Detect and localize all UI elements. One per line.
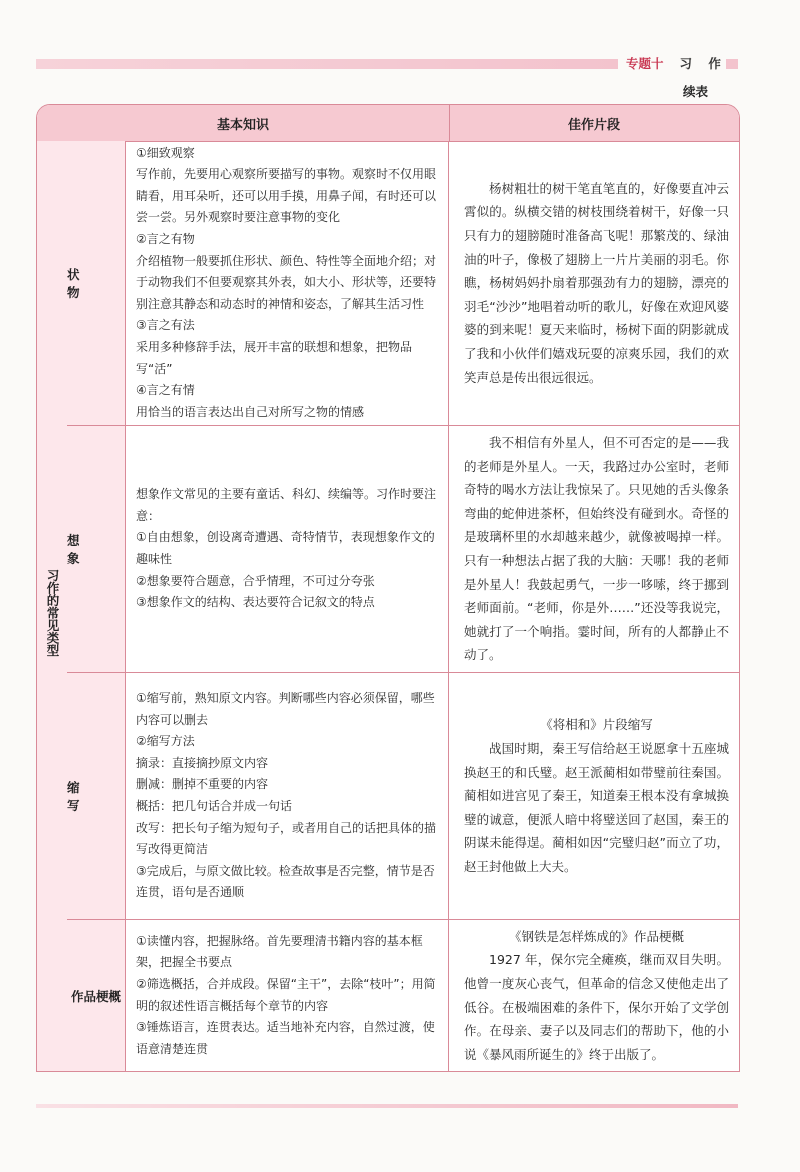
knowledge-line: 写作前，先要用心观察所要描写的事物。观察时不仅用眼睛看，用耳朵听，还可以用手摸，用鼻子闻，有时还可以尝一尝。另外观察时要注意事物的变化: [136, 167, 437, 225]
knowledge-line: 想象作文常见的主要有童话、科幻、续编等。习作时要注意：: [136, 487, 437, 523]
knowledge-line: ③锤炼语言，连贯表达。适当地补充内容，自然过渡，使语意清楚连贯: [136, 1020, 435, 1056]
knowledge-line: ③完成后，与原文做比较。检查故事是否完整，情节是否连贯，语句是否通顺: [136, 863, 435, 900]
writing-types-table: [36, 104, 740, 1072]
continued-label: 续表: [683, 84, 709, 99]
type-label: 想 象: [67, 426, 126, 672]
example-cell: [450, 426, 739, 672]
knowledge-line: 删减：删掉不重要的内容: [136, 777, 269, 792]
section-title: 习 作: [679, 56, 727, 71]
type-label: 状 物: [67, 141, 126, 425]
knowledge-line: ②筛选概括，合并成段。保留“主干”，去除“枝叶”；用简明的叙述性语言概括每个章节的内容: [136, 976, 436, 1013]
category-column: [37, 141, 68, 1071]
example-paragraph: 我不相信有外星人，但不可否定的是——我的老师是外星人。一天，我路过办公室时，老师奇特的喝水方法让我惊呆了。只见她的舌头像条弯曲的蛇伸进茶杯，但始终没有碰到水。奇怪的是玻璃杯里的水却越来越少，就像被喝掉一样。只有一种想法占据了我的大脑：天哪！我的老师是外星人！我鼓起勇气，一步一哆嗦，终于挪到老师面前。“老师，你是外……”还没等我说完，她就打了一个响指。霎时间，所有的人都静止不动了。: [464, 435, 729, 663]
header-band: [36, 59, 618, 69]
category-label: 习作的常见类型: [45, 569, 60, 657]
table-row: [67, 920, 739, 1071]
example-cell: [450, 141, 739, 425]
footer-band: [36, 1104, 738, 1108]
header-examples: 佳作片段: [567, 117, 620, 133]
knowledge-line: ②缩写方法: [136, 734, 195, 749]
knowledge-cell: [126, 920, 449, 1071]
table-row: [67, 673, 739, 920]
example-title: 《钢铁是怎样炼成的》作品梗概: [508, 928, 684, 944]
example-paragraph: 杨树粗壮的树干笔直笔直的，好像要直冲云霄似的。纵横交错的树枝围绕着树干，好像一只只有力的翅膀随时准备高飞呢！那繁茂的、绿油油的叶子，像极了翅膀上一片片美丽的羽毛。你瞧，杨树妈妈扑扇着那强劲有力的翅膀，漂亮的羽毛“沙沙”地唱着动听的歌儿，好像在欢迎风婆婆的到来呢！夏天来临时，杨树下面的阴影就成了我和小伙伴们嬉戏玩耍的凉爽乐园，我们的欢笑声总是传出很远很远。: [464, 180, 729, 385]
knowledge-line: ①读懂内容，把握脉络。首先要理清书籍内容的基本框架，把握全书要点: [136, 933, 423, 970]
table-row: [67, 426, 739, 673]
knowledge-line: 摘录：直接摘抄原文内容: [136, 755, 269, 770]
header-band-end: [726, 59, 738, 69]
section-number: 专题十: [626, 56, 664, 71]
knowledge-line: 采用多种修辞手法，展开丰富的联想和想象，把物品写“活”: [136, 339, 413, 376]
knowledge-line: ③想象作文的结构、表达要符合记叙文的特点: [136, 595, 375, 610]
table-row: [67, 141, 739, 426]
knowledge-line: 介绍植物一般要抓住形状、颜色、特性等全面地介绍；对于动物我们不但要观察其外表，如大小、形状等，还要特别注意其静态和动态时的神情和姿态，了解其生活习性: [136, 253, 437, 311]
knowledge-line: ①缩写前，熟知原文内容。判断哪些内容必须保留，哪些内容可以删去: [136, 691, 435, 727]
type-label: 作品梗概: [67, 920, 126, 1071]
knowledge-cell: [126, 426, 449, 672]
example-cell: [450, 920, 739, 1071]
knowledge-cell: [126, 673, 449, 919]
knowledge-line: ①自由想象，创设离奇遭遇、奇特情节，表现想象作文的趣味性: [136, 530, 435, 566]
knowledge-line: ③言之有法: [136, 318, 195, 333]
knowledge-line: ①细致观察: [136, 145, 195, 160]
example-cell: [450, 673, 739, 919]
knowledge-line: 用恰当的语言表达出自己对所写之物的情感: [136, 404, 365, 419]
knowledge-line: 概括：把几句话合并成一句话: [136, 799, 293, 813]
type-label: 缩 写: [67, 673, 126, 919]
example-paragraph: 1927 年，保尔完全瘫痪，继而双目失明。他曾一度灰心丧气，但革命的信念又使他走出了低谷。在极端困难的条件下，保尔开始了文学创作。在母亲、妻子以及同志们的帮助下，他的小说《暴风雨所诞生的》终于出版了。: [464, 952, 729, 1062]
example-title: 《将相和》片段缩写: [540, 717, 653, 733]
knowledge-line: ②想象要符合题意，合乎情理，不可过分夸张: [136, 573, 375, 588]
knowledge-cell: [126, 141, 449, 425]
knowledge-line: ②言之有物: [136, 232, 195, 247]
header-knowledge: 基本知识: [37, 105, 450, 141]
example-paragraph: 战国时期，秦王写信给赵王说愿拿十五座城换赵王的和氏璧。赵王派蔺相如带璧前往秦国。蔺相如进宫见了秦王，知道秦王根本没有拿城换璧的诚意，便派人暗中将璧送回了赵国，秦王的阴谋未能得逞。蔺相如因“完璧归赵”而立了功，赵王封他做上大夫。: [464, 741, 729, 874]
knowledge-line: 改写：把长句子缩为短句子，或者用自己的话把具体的描写改得更简洁: [136, 820, 437, 857]
running-header: [626, 53, 726, 73]
table-header-row: [37, 105, 739, 142]
knowledge-line: ④言之有情: [136, 383, 195, 398]
